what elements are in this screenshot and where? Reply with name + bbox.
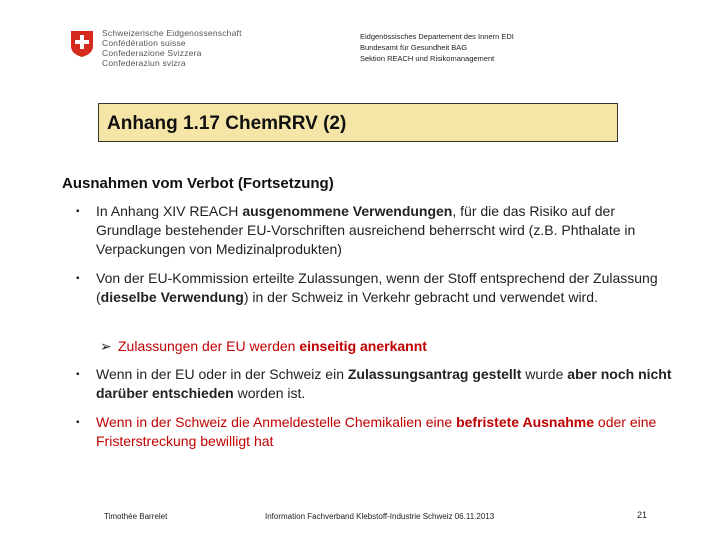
sub-bullet-item [100, 337, 427, 356]
section-line: Sektion REACH und Risikomanagement [360, 54, 495, 63]
bullet-3-text-c: worden ist. [233, 385, 306, 401]
federation-name-rm: Confederaziun svizra [102, 58, 186, 68]
square-bullet-icon: ▪ [76, 417, 80, 428]
federation-name-fr: Confédération suisse [102, 38, 186, 48]
arrow-right-icon: ➢ [100, 338, 112, 354]
footer-event: Information Fachverband Klebstoff-Industrie Schweiz 06.11.2013 [265, 512, 495, 521]
bullet-1-text-a: In Anhang XIV REACH [96, 203, 243, 219]
swiss-federal-logo [70, 28, 242, 68]
bullet-4-text-a: Wenn in der Schweiz die Anmeldestelle Chemikalien eine [96, 414, 457, 430]
swiss-cross-icon [70, 30, 94, 58]
square-bullet-icon: ▪ [76, 369, 80, 380]
federation-name-it: Confederazione Svizzera [102, 48, 202, 58]
bullet-item-1 [76, 202, 676, 259]
department-line: Eidgenössisches Departement des Innern EDI [360, 32, 514, 41]
bullet-3-text-a: Wenn in der EU oder in der Schweiz ein [96, 366, 348, 382]
office-line: Bundesamt für Gesundheit BAG [360, 43, 468, 52]
bullet-1-bold: ausgenommene Verwendungen [242, 203, 453, 219]
sub-bullet-text-a: Zulassungen der EU werden [118, 338, 300, 354]
bullet-text-4 [96, 413, 676, 451]
page-number: 21 [637, 510, 648, 520]
slide-subtitle: Ausnahmen vom Verbot (Fortsetzung) [62, 175, 334, 192]
department-info [360, 31, 514, 64]
bullet-item-2 [76, 269, 676, 307]
bullet-text-3 [96, 365, 676, 403]
bullet-4-bold: befristete Ausnahme [456, 414, 595, 430]
bullet-1-text-b: , für die das Risiko auf der Grundlage bestehender EU-Vorschriften ausreichend beherrscht wird (z.B. Phthalate in Verpackungen von Medizinalprodukten) [96, 203, 636, 257]
square-bullet-icon: ▪ [76, 273, 80, 284]
square-bullet-icon: ▪ [76, 206, 80, 217]
federation-name-de: Schweizerische Eidgenossenschaft [102, 28, 242, 38]
bullet-item-3 [76, 365, 676, 403]
bullet-2-text-a: Von der EU-Kommission erteilte Zulassungen, wenn der Stoff entsprechend der Zulassung ( [96, 270, 658, 305]
bullet-3-bold-a: Zulassungsantrag gestellt [347, 366, 522, 382]
sub-bullet-bold: einseitig anerkannt [299, 338, 427, 354]
bullet-text-2 [96, 269, 676, 307]
bullet-4-text-b: oder eine Fristerstreckung bewilligt hat [96, 414, 657, 449]
bullet-3-text-b: wurde [521, 366, 568, 382]
bullet-text-1 [96, 202, 676, 259]
bullet-2-text-b: ) in der Schweiz in Verkehr gebracht und verwendet wird. [243, 289, 598, 305]
federation-names [102, 28, 242, 68]
slide-title: Anhang 1.17 ChemRRV (2) [98, 103, 618, 142]
footer-author: Timothée Barrelet [104, 512, 168, 521]
bullet-item-4 [76, 413, 676, 451]
bullet-3-bold-b: aber noch nicht darüber entschieden [96, 366, 672, 401]
bullet-2-bold: dieselbe Verwendung [100, 289, 244, 305]
sub-bullet-text [118, 337, 427, 356]
